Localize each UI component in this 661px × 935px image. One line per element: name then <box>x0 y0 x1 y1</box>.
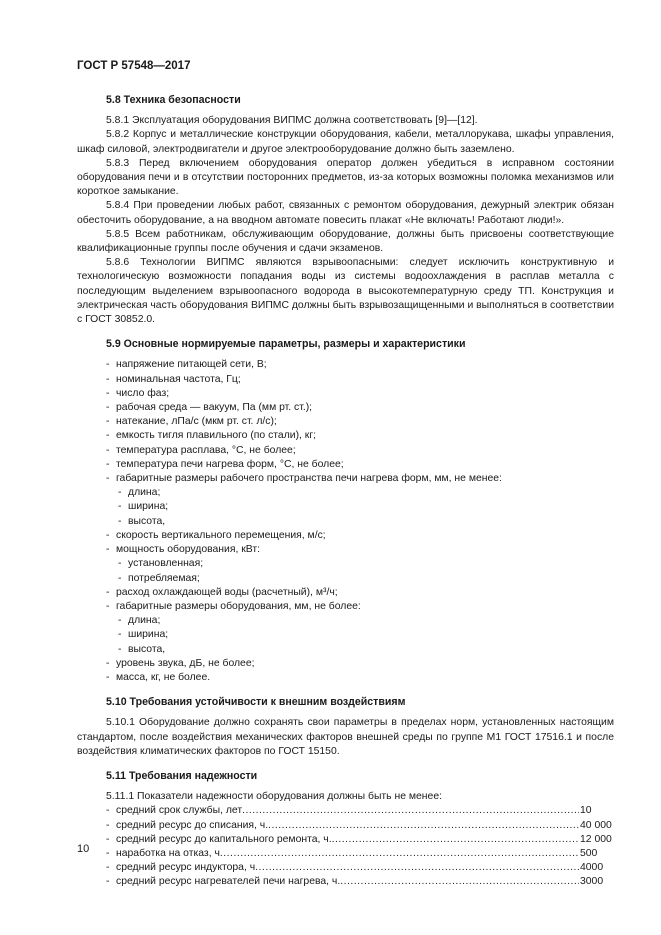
reliability-row <box>77 847 614 861</box>
list-item <box>77 358 614 372</box>
dash-marker: - <box>118 629 122 641</box>
section-title: 5.11 Требования надежности <box>106 769 258 782</box>
reliability-value: 10 <box>580 805 592 817</box>
reliability-label: средний срок службы, лет <box>116 805 243 817</box>
list-item-text: расход охлаждающей воды (расчетный), м³/ч; <box>116 586 338 598</box>
reliability-row <box>77 819 614 833</box>
list-item <box>77 500 614 514</box>
reliability-value: 12 000 <box>580 833 612 845</box>
list-item-text: скорость вертикального перемещения, м/с; <box>116 529 326 541</box>
reliability-label: средний ресурс нагревателей печи нагрева, ч. <box>116 876 341 888</box>
paragraph: 5.8.1 Эксплуатация оборудования ВИПМС должна соответствовать [9]—[12]. <box>106 115 478 127</box>
list-item-text: ширина; <box>128 501 169 513</box>
dash-marker: - <box>106 671 110 683</box>
list-item-text: емкость тигля плавильного (по стали), кг; <box>116 430 317 442</box>
section-5-11 <box>77 769 614 890</box>
dash-marker: - <box>106 373 110 385</box>
reliability-value: 3000 <box>580 876 604 888</box>
dash-marker: - <box>106 657 110 669</box>
dash-marker: - <box>106 876 110 888</box>
dash-marker: - <box>106 833 110 845</box>
dot-leader <box>220 847 579 861</box>
section-5-9 <box>77 337 614 685</box>
dot-leader <box>268 819 579 833</box>
list-item <box>77 586 614 600</box>
list-item-text: напряжение питающей сети, В; <box>116 359 267 371</box>
reliability-label: средний ресурс до списания, ч. <box>116 819 269 831</box>
dash-marker: - <box>106 847 110 859</box>
reliability-value: 4000 <box>580 862 604 874</box>
list-item-text: температура расплава, °С, не более; <box>116 444 296 456</box>
reliability-row <box>77 861 614 875</box>
dash-marker: - <box>118 572 122 584</box>
dash-marker: - <box>106 600 110 612</box>
list-item <box>77 472 614 486</box>
list-item <box>77 543 614 557</box>
parameter-list <box>77 358 614 685</box>
dash-marker: - <box>118 643 122 655</box>
dash-marker: - <box>106 458 110 470</box>
list-item <box>77 401 614 415</box>
list-item-text: масса, кг, не более. <box>116 671 211 683</box>
list-item-text: установленная; <box>128 558 204 570</box>
list-item-text: габаритные размеры рабочего пространства печи нагрева форм, мм, не менее: <box>116 473 502 485</box>
dash-marker: - <box>118 501 122 513</box>
section-title: 5.8 Техника безопасности <box>106 94 241 106</box>
dash-marker: - <box>118 558 122 570</box>
paragraph: 5.8.5 Всем работникам, обслуживающим оборудование, должны быть присвоены соответствующие квалификационные группы после обучения и сдачи экзаменов. <box>77 228 614 255</box>
dash-marker: - <box>106 544 110 556</box>
reliability-row <box>77 833 614 847</box>
reliability-label: наработка на отказ, ч <box>116 847 220 859</box>
list-item <box>77 671 614 685</box>
reliability-list <box>77 804 614 889</box>
dash-marker: - <box>106 819 110 831</box>
paragraph: 5.8.3 Перед включением оборудования оператор должен убедиться в исправном состоянии оборудования печи и в отсутствии посторонних предметов, из-за которых возможны поломка механизмов или короткое замыкание. <box>77 157 614 198</box>
list-item <box>77 600 614 614</box>
paragraph: 5.8.4 При проведении любых работ, связанных с ремонтом оборудования, дежурный электрик обязан обесточить оборудование, а на вводном автомате повесить плакат «Не включать! Работают люди!». <box>77 200 614 226</box>
paragraph: 5.10.1 Оборудование должно сохранять свои параметры в пределах норм, установленных настоящим стандартом, после воздействия механических факторов внешней среды по группе М1 ГОСТ 17516.1 и после воздействия климатических факторов по ГОСТ 15150. <box>77 717 614 757</box>
dash-marker: - <box>106 402 110 414</box>
section-title: 5.10 Требования устойчивости к внешним воздействиям <box>106 696 406 709</box>
list-item <box>77 373 614 387</box>
dash-marker: - <box>106 416 110 428</box>
list-item <box>77 643 614 657</box>
list-item <box>77 557 614 571</box>
dash-marker: - <box>106 430 110 442</box>
reliability-row <box>77 804 614 818</box>
dash-marker: - <box>106 444 110 456</box>
document-header: ГОСТ Р 57548—2017 <box>77 60 191 72</box>
document-body <box>77 93 614 900</box>
list-item <box>77 429 614 443</box>
paragraph: 5.8.6 Технологии ВИПМС являются взрывоопасными: следует исключить конструктивную и технологическую возможности попадания воды из системы водоохлаждения в расплав металла с последующим выделением взрывоопасного водорода в высокотемпературную среду ТП. Конструкция и электрическая часть оборудования ВИПМС должны быть взрывозащищенными и выполняться в соответствии с ГОСТ 30852.0. <box>77 257 614 326</box>
list-item <box>77 444 614 458</box>
reliability-row <box>77 875 614 889</box>
list-item-text: номинальная частота, Гц; <box>116 373 241 385</box>
dash-marker: - <box>106 473 110 485</box>
dash-marker: - <box>118 515 122 527</box>
reliability-value: 500 <box>580 847 598 859</box>
dash-marker: - <box>106 805 110 817</box>
list-item <box>77 628 614 642</box>
list-item <box>77 515 614 529</box>
dash-marker: - <box>106 862 110 874</box>
list-item-text: высота, <box>128 643 166 655</box>
dash-marker: - <box>106 359 110 371</box>
list-item <box>77 657 614 671</box>
dash-marker: - <box>118 487 122 499</box>
list-item-text: высота, <box>128 515 166 527</box>
list-item-text: длина; <box>128 487 161 499</box>
list-item <box>77 486 614 500</box>
dash-marker: - <box>106 586 110 598</box>
dash-marker: - <box>118 615 122 627</box>
list-item <box>77 614 614 628</box>
list-item-text: ширина; <box>128 629 169 641</box>
list-item-text: натекание, лПа/с (мкм рт. ст. л/с); <box>116 416 277 428</box>
paragraph: 5.11.1 Показатели надежности оборудования должны быть не менее: <box>106 791 442 803</box>
page-number: 10 <box>77 843 90 855</box>
dot-leader <box>255 861 579 875</box>
dot-leader <box>340 875 579 889</box>
list-item <box>77 415 614 429</box>
dash-marker: - <box>106 387 110 399</box>
dot-leader <box>332 833 579 847</box>
reliability-label: средний ресурс до капитального ремонта, ч. <box>116 833 332 845</box>
list-item-text: габаритные размеры оборудования, мм, не более: <box>116 600 361 612</box>
list-item <box>77 458 614 472</box>
paragraph: 5.8.2 Корпус и металлические конструкции оборудования, кабели, металлорукава, шкафы управления, шкаф силовой, электродвигатели и другое электрооборудование должно быть заземлено. <box>77 129 614 155</box>
section-title: 5.9 Основные нормируемые параметры, размеры и характеристики <box>106 338 466 351</box>
list-item-text: длина; <box>128 615 161 627</box>
dash-marker: - <box>106 529 110 541</box>
reliability-label: средний ресурс индуктора, ч <box>116 862 256 874</box>
list-item-text: число фаз; <box>116 387 170 399</box>
list-item-text: мощность оборудования, кВт: <box>116 544 261 556</box>
list-item-text: рабочая среда — вакуум, Па (мм рт. ст.); <box>116 402 313 414</box>
dot-leader <box>242 804 579 818</box>
list-item-text: потребляемая; <box>128 572 200 584</box>
list-item <box>77 572 614 586</box>
list-item-text: уровень звука, дБ, не более; <box>116 657 255 669</box>
section-5-8 <box>77 93 614 327</box>
list-item <box>77 529 614 543</box>
section-5-10 <box>77 695 614 759</box>
list-item <box>77 387 614 401</box>
list-item-text: температура печи нагрева форм, °С, не более; <box>116 458 344 470</box>
reliability-value: 40 000 <box>580 819 612 831</box>
